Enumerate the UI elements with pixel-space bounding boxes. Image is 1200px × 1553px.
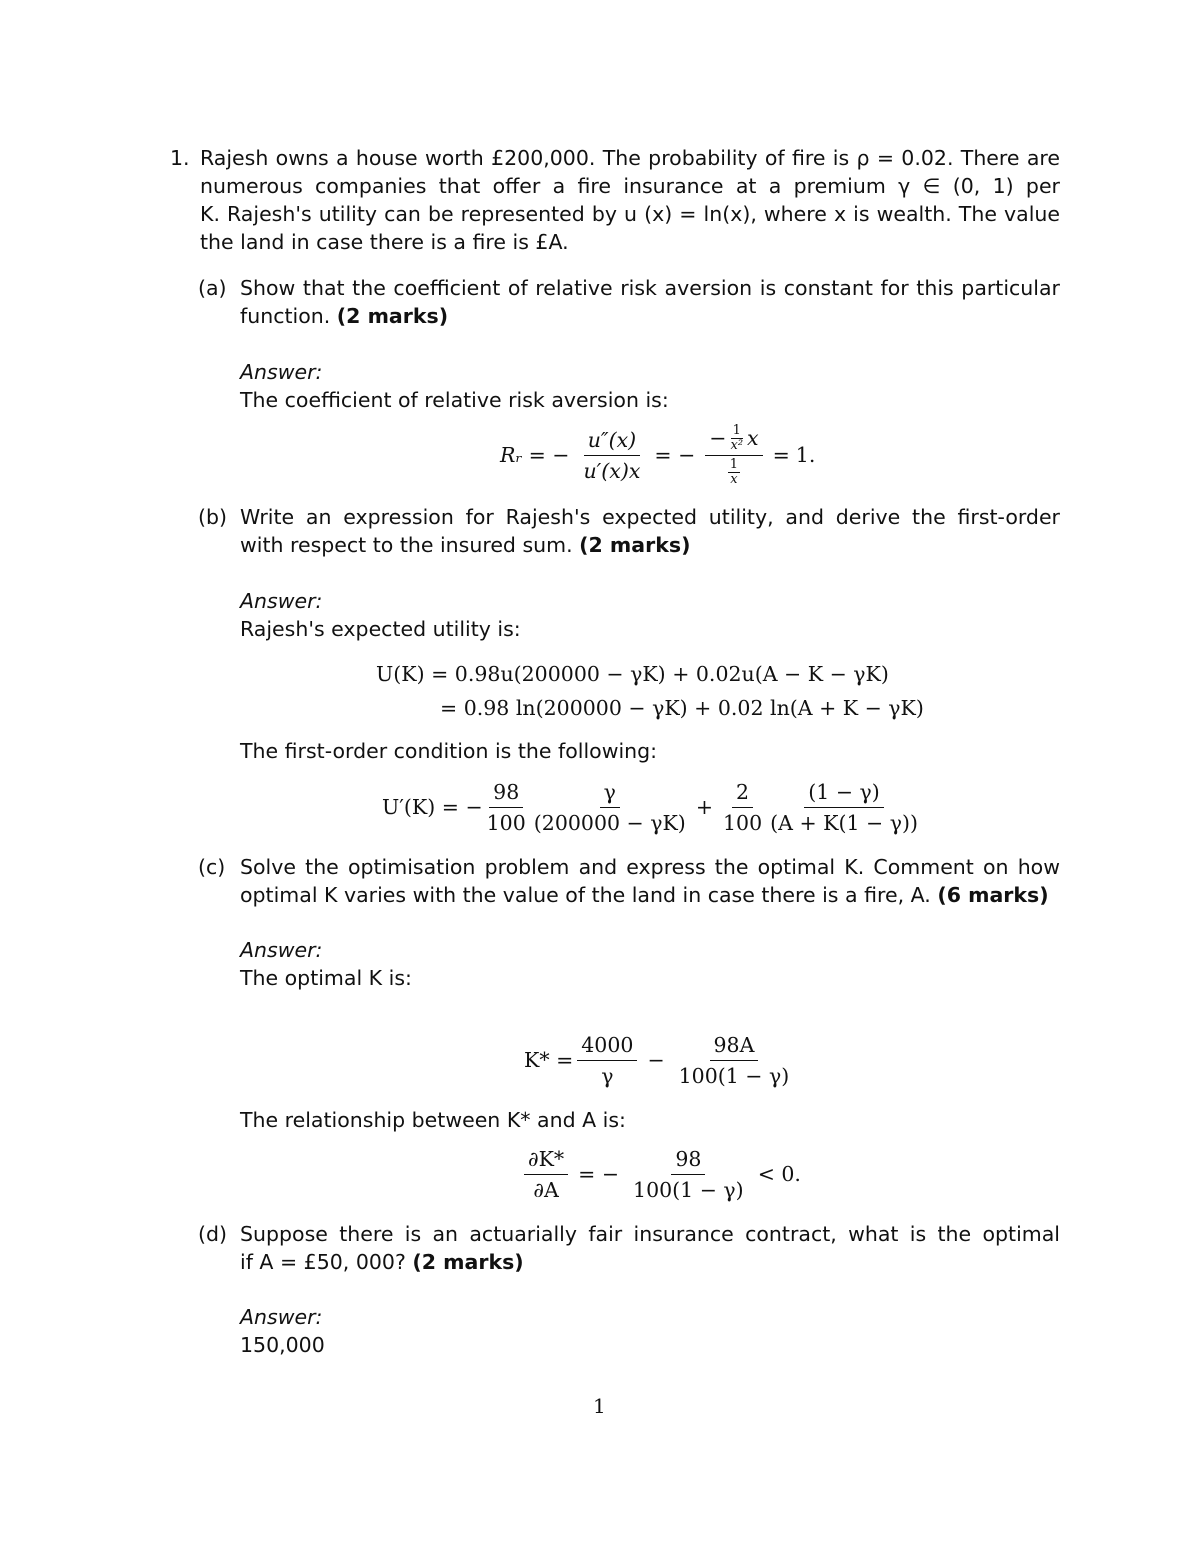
- relationship-intro: The relationship between K* and A is:: [240, 1108, 626, 1132]
- part-a-line: Show that the coefficient of relative risk aversion is constant for this particular: [240, 276, 1060, 300]
- part-b-answer-intro: Rajesh's expected utility is:: [240, 617, 521, 641]
- part-a-answer-label: Answer:: [240, 360, 323, 384]
- deriv-den: ∂A: [533, 1177, 559, 1202]
- kstar-f2-den: 100(1 − γ): [678, 1063, 790, 1088]
- foc-f3-num: 2: [732, 779, 753, 808]
- deriv-tail: < 0.: [757, 1162, 801, 1186]
- part-a-answer-intro: The coefficient of relative risk aversion is:: [240, 388, 669, 412]
- question-line: K. Rajesh's utility can be represented by u (x) = ln(x), where x is wealth. The value: [200, 202, 1060, 226]
- inner-num: 1: [732, 422, 741, 438]
- part-d-answer-value: 150,000: [240, 1333, 325, 1357]
- part-c-marks: (6 marks): [937, 883, 1049, 907]
- deriv-num: ∂K*: [524, 1146, 568, 1175]
- x-var: x: [747, 426, 759, 450]
- inner-den-2: x: [730, 471, 738, 487]
- question-line: Rajesh owns a house worth £200,000. The probability of fire is ρ = 0.02. There are: [200, 146, 1060, 170]
- kstar-f1-den: γ: [601, 1063, 614, 1088]
- kstar-f1-num: 4000: [577, 1032, 637, 1061]
- part-a-text: [240, 274, 1060, 330]
- page-number: 1: [593, 1394, 606, 1418]
- part-d-line: Suppose there is an actuarially fair insurance contract, what is the optimal: [240, 1222, 1060, 1246]
- part-b-answer-label: Answer:: [240, 589, 323, 613]
- question-text: [200, 144, 1060, 256]
- inner-fraction: [728, 424, 745, 453]
- part-c-answer-intro: The optimal K is:: [240, 966, 412, 990]
- part-b-line: with respect to the insured sum.: [240, 533, 573, 557]
- foc-f4-den: (A + K(1 − γ)): [770, 810, 918, 835]
- part-d-text: [240, 1220, 1060, 1276]
- question-line: the land in case there is a fire is £A.: [200, 230, 569, 254]
- part-c-answer-label: Answer:: [240, 938, 323, 962]
- part-d-line: if A = £50, 000?: [240, 1250, 406, 1274]
- foc-equation: [382, 776, 922, 838]
- question-line: numerous companies that offer a fire insurance at a premium γ ∈ (0, 1) per: [200, 174, 1060, 198]
- kstar-f2-num: 98A: [710, 1032, 759, 1061]
- expected-utility-line-2: = 0.98 ln(200000 − γK) + 0.02 ln(A + K − γK): [440, 696, 924, 720]
- inner-fraction-2: [728, 458, 740, 487]
- part-b-text: [240, 503, 1060, 559]
- question-number: 1.: [170, 146, 190, 170]
- kstar-minus: −: [647, 1048, 665, 1072]
- part-c-text: [240, 853, 1060, 909]
- deriv-f-num: 98: [671, 1146, 705, 1175]
- derivative-equation: [520, 1144, 807, 1204]
- part-c-line: optimal K varies with the value of the land in case there is a fire, A.: [240, 883, 931, 907]
- inner-den: x²: [730, 437, 744, 453]
- foc-plus: +: [695, 795, 713, 819]
- foc-f1-num: 98: [489, 779, 523, 808]
- part-c-label: (c): [198, 855, 226, 879]
- part-d-answer-label: Answer:: [240, 1305, 323, 1329]
- deriv-f-den: 100(1 − γ): [633, 1177, 744, 1202]
- foc-f2-den: (200000 − γK): [533, 810, 686, 835]
- part-b-marks: (2 marks): [579, 533, 691, 557]
- rra-fraction-2: [705, 424, 762, 487]
- expected-utility-line-1: U(K) = 0.98u(200000 − γK) + 0.02u(A − K − γK): [376, 662, 889, 686]
- rra-result: 1.: [795, 443, 816, 467]
- kstar-lhs: K* =: [524, 1048, 574, 1072]
- foc-intro: The first-order condition is the following:: [240, 739, 658, 763]
- rra-denominator: u′(x)x: [583, 458, 641, 483]
- part-a-label: (a): [198, 276, 227, 300]
- inner-num-2: 1: [729, 456, 739, 472]
- foc-f4-num: (1 − γ): [804, 779, 884, 808]
- foc-f3-den: 100: [723, 810, 763, 835]
- rra-lhs: Rᵣ: [500, 443, 523, 467]
- kstar-equation: [524, 1028, 797, 1092]
- rra-equation: Rᵣ = − $\frac{u''(x)}{u'(x)x}$ = − − $\frac{1}{\text{x²}}$ x $\frac{1}{x}$ = 1.: [500, 422, 816, 487]
- part-d-marks: (2 marks): [412, 1250, 524, 1274]
- part-b-label: (b): [198, 505, 228, 529]
- part-d-label: (d): [198, 1222, 228, 1246]
- rra-fraction: [579, 427, 644, 484]
- minus-sign: −: [709, 426, 727, 450]
- foc-f1-den: 100: [486, 810, 526, 835]
- deriv-eq: = −: [578, 1162, 620, 1186]
- part-a-line: function.: [240, 304, 331, 328]
- foc-lhs: U′(K) = −: [382, 795, 483, 819]
- rra-numerator: u″(x): [584, 427, 640, 456]
- part-a-marks: (2 marks): [336, 304, 449, 328]
- part-c-line: Solve the optimisation problem and express the optimal K. Comment on how: [240, 855, 1060, 879]
- part-b-line: Write an expression for Rajesh's expected utility, and derive the first-order: [240, 505, 1060, 529]
- foc-f2-num: γ: [600, 779, 620, 808]
